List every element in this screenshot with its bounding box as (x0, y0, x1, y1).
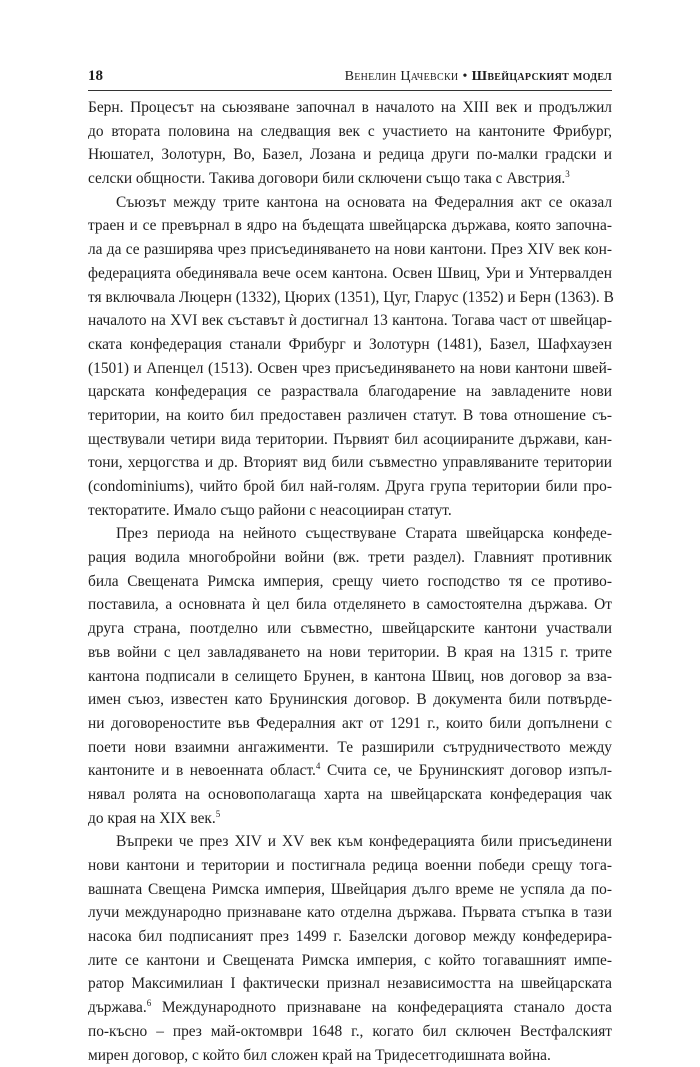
line-text: била Свещената Римска империя, срещу чието господство тя се противо- (88, 573, 612, 590)
line-text: до втората половина на следващия век с участието на кантоните Фрибург, (88, 123, 612, 140)
page-header (88, 68, 612, 88)
line-text: рация водила многобройни войни (вж. трети раздел). Главният противник (88, 549, 612, 566)
running-head-title: Швейцарският модел (472, 69, 612, 84)
text-line (88, 736, 612, 760)
paragraph (88, 830, 612, 1067)
line-text: друга страна, поотделно или съвместно, швейцарските кантони участвали (88, 620, 612, 637)
text-line (88, 783, 612, 807)
line-text: мирен договор, с който бил сложен край на Тридесетгодишната война. (88, 1047, 551, 1064)
text-line (88, 96, 612, 120)
text-line (88, 120, 612, 144)
paragraph (88, 522, 612, 830)
line-text: по-късно – през май-октомври 1648 г., когато бил сключен Вестфалският (88, 1023, 612, 1040)
text-line (88, 428, 612, 452)
paragraph (88, 191, 612, 523)
text-line (88, 309, 612, 333)
text-line (88, 830, 612, 854)
footnote-marker: 4 (316, 761, 321, 771)
line-text-continued: Счита се, че Брунинският договор изпъл- (320, 762, 612, 779)
text-line (88, 901, 612, 925)
footnote-marker: 5 (216, 809, 221, 819)
text-line (88, 191, 612, 215)
line-text: (1501) и Апенцел (1513). Освен чрез присъединяването на нови кантони швей- (88, 360, 612, 377)
text-line (88, 214, 612, 238)
text-line (88, 712, 612, 736)
text-line (88, 238, 612, 262)
line-text: вашната Свещена Римска империя, Швейцария дълго време не успяла да по- (88, 881, 612, 898)
text-line (88, 167, 612, 191)
text-line (88, 641, 612, 665)
text-line (88, 499, 612, 523)
text-line (88, 570, 612, 594)
line-text: територии, на които бил предоставен различен статут. В това отношение съ- (88, 407, 612, 424)
text-line (88, 996, 612, 1020)
line-text: ската конфедерация станали Фрибург и Золотурн (1481), Базел, Шафхаузен (88, 336, 612, 353)
text-line (88, 972, 612, 996)
text-line (88, 617, 612, 641)
line-text: кантона подписали в селището Брунен, в кантона Швиц, нов договор за вза- (88, 668, 612, 685)
text-line (88, 665, 612, 689)
text-line (88, 688, 612, 712)
text-line (88, 593, 612, 617)
text-line (88, 286, 612, 310)
paragraph (88, 96, 612, 191)
line-text: във войни с цел завладяването на нови територии. В края на 1315 г. трите (88, 644, 612, 661)
header-rule (88, 90, 612, 91)
line-text: тони, херцогства и др. Вторият вид били съвместно управляваните територии (88, 454, 612, 471)
line-text: нявал ролята на основополагаща харта на швейцарската конфедерация чак (88, 786, 612, 803)
line-text: траен и се превърнал в ядро на бъдещата швейцарска държава, която започна- (88, 217, 612, 234)
text-line (88, 380, 612, 404)
body-text (88, 96, 612, 1067)
footnote-marker: 3 (565, 169, 570, 179)
line-text: кантоните и в невоенната област. (88, 762, 316, 779)
line-text: държава. (88, 999, 147, 1016)
text-line (88, 949, 612, 973)
text-line (88, 404, 612, 428)
text-line (88, 546, 612, 570)
line-text: Въпреки че през XIV и XV век към конфедерацията били присъединени (116, 833, 612, 850)
text-line (88, 925, 612, 949)
text-line (88, 333, 612, 357)
text-line (88, 522, 612, 546)
line-text: царската конфедерация се разраствала благодарение на завладените нови (88, 383, 612, 400)
line-text: ратор Максимилиан I фактически признал независимостта на швейцарската (88, 975, 612, 992)
running-head (345, 69, 612, 85)
line-text: (condominiums), чийто брой бил най-голям. Друга група територии били про- (88, 478, 612, 495)
text-line (88, 143, 612, 167)
line-text: поети нови взаимни ангажименти. Те разширили сътрудничеството между (88, 739, 612, 756)
line-text: поставила, а основната ѝ цел била отделянето в самостоятелна държава. От (88, 596, 612, 613)
line-text: федерацията обединявала вече осем кантона. Освен Швиц, Ури и Унтервалден (88, 265, 612, 282)
line-text: до края на XIX век. (88, 810, 216, 827)
line-text: лите се кантони и Свещената Римска империя, с който тогавашният импе- (88, 952, 612, 969)
running-head-author: Венелин Цачевски (345, 69, 459, 84)
line-text: През периода на нейното съществуване Старата швейцарска конфеде- (116, 525, 612, 542)
page-number: 18 (88, 68, 103, 85)
line-text: селски общности. Такива договори били сключени също така с Австрия. (88, 170, 565, 187)
footnote-marker: 6 (147, 998, 152, 1008)
line-text-continued: Международното признаване на конфедерацията станало доста (151, 999, 612, 1016)
text-line (88, 1020, 612, 1044)
line-text: началото на XVI век съставът ѝ достигнал 13 кантона. Тогава част от швейцар- (88, 312, 612, 329)
text-line (88, 357, 612, 381)
text-line (88, 1044, 612, 1067)
line-text: ни договореностите във Федералния акт от 1291 г., които били допълнени с (88, 715, 612, 732)
line-text: текторатите. Имало също райони с неасоцииран статут. (88, 502, 452, 519)
text-line (88, 759, 612, 783)
text-line (88, 878, 612, 902)
line-text: имен съюз, известен като Брунинския договор. В документа били потвърде- (88, 691, 612, 708)
line-text: насока бил подписаният през 1499 г. Базелски договор между конфедерира- (88, 928, 612, 945)
text-line (88, 475, 612, 499)
line-text: Нюшател, Золотурн, Во, Базел, Лозана и редица други по-малки градски и (88, 146, 612, 163)
text-line (88, 807, 612, 831)
line-text: Съюзът между трите кантона на основата на Федералния акт се оказал (116, 194, 612, 211)
line-text: лучи международно признаване като отделна държава. Първата стъпка в тази (88, 904, 612, 921)
line-text: нови кантони и територии и постигнала редица военни победи срещу тога- (88, 857, 612, 874)
text-line (88, 451, 612, 475)
text-line (88, 854, 612, 878)
text-line (88, 262, 612, 286)
line-text: тя включвала Люцерн (1332), Цюрих (1351), Цуг, Гларус (1352) и Берн (1363). В (88, 289, 614, 306)
line-text: Берн. Процесът на сьюзяване започнал в началото на XIII век и продължил (88, 99, 612, 116)
running-head-separator: • (462, 69, 467, 84)
line-text: ла да се разширява чрез присъединяването на нови кантони. През XIV век кон- (88, 241, 612, 258)
line-text: ществували четири вида територии. Първият бил асоциираните държави, кан- (88, 431, 612, 448)
